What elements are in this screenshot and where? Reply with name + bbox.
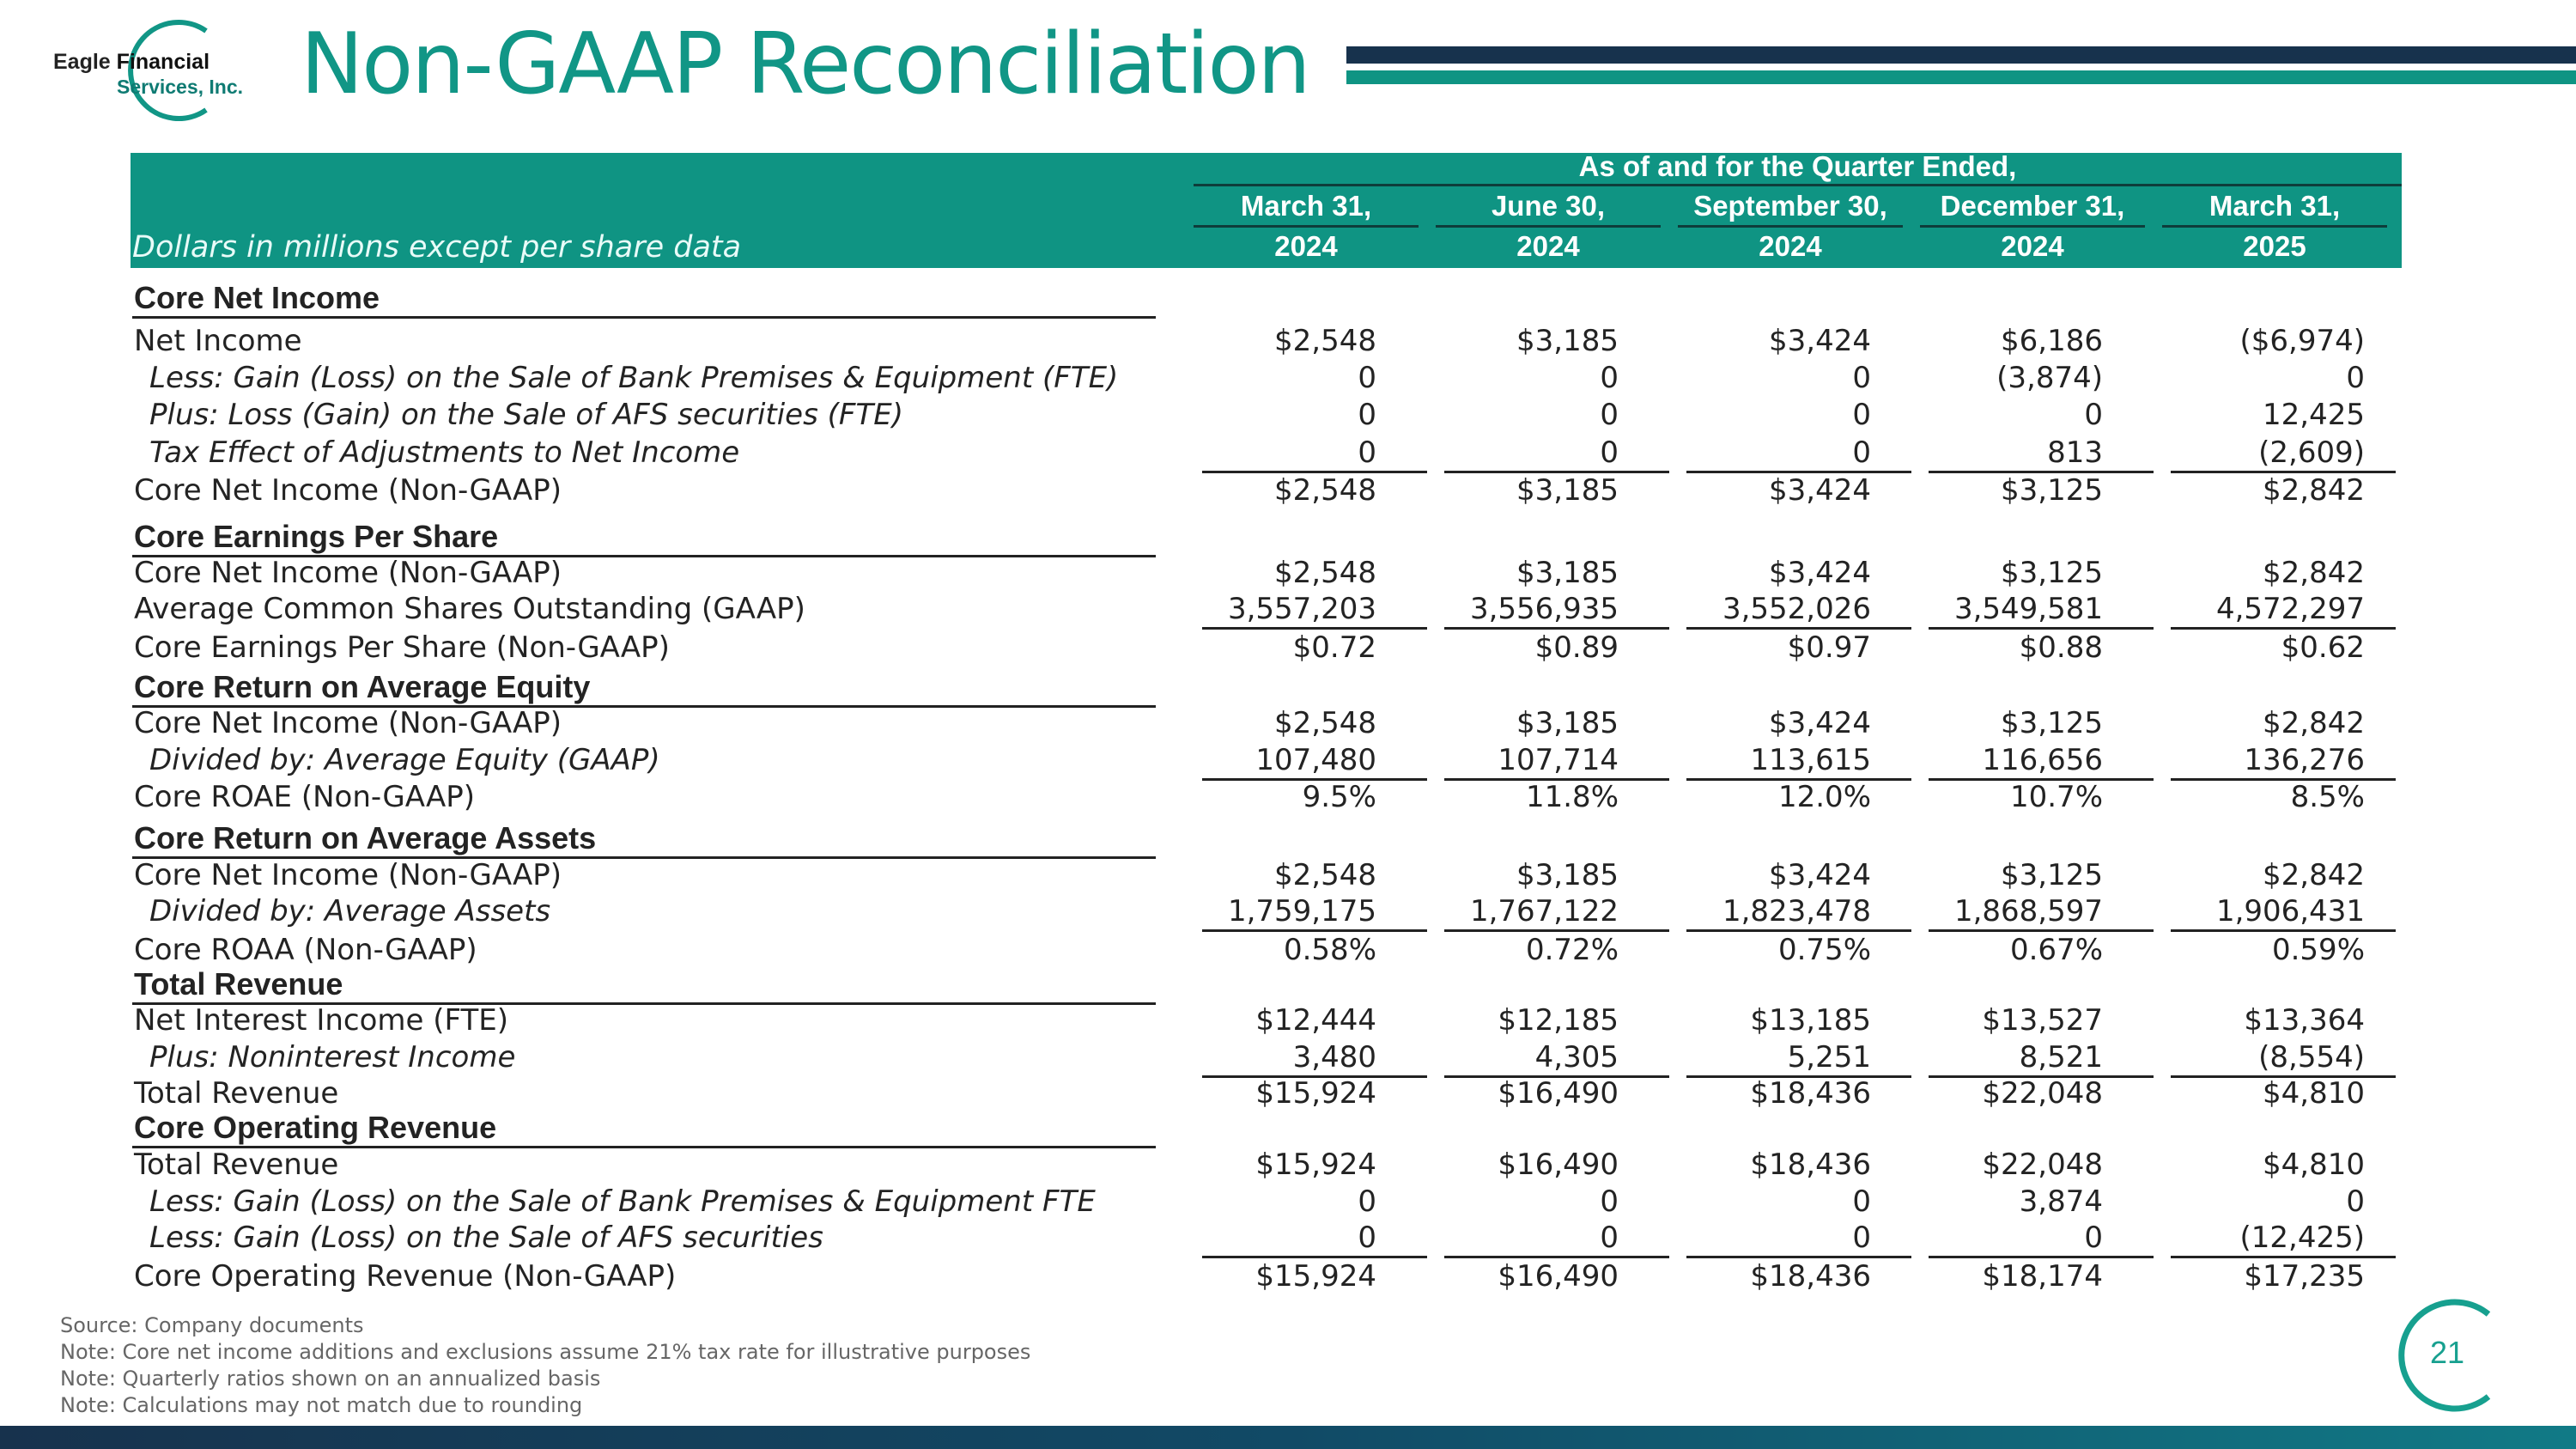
cell-value: 3,552,026 — [1722, 592, 1871, 626]
column-header — [1678, 187, 1903, 265]
cell-value: $18,436 — [1750, 1259, 1871, 1294]
cell-value: 1,823,478 — [1722, 894, 1871, 928]
row-label: Tax Effect of Adjustments to Net Income — [149, 435, 740, 470]
header-group-underline — [1194, 184, 2402, 186]
logo-text-line1: Eagle Financial — [53, 50, 210, 74]
table-row — [0, 893, 2576, 929]
column-header — [2162, 187, 2387, 265]
cell-value: 0 — [1358, 1221, 1376, 1255]
page-title: Non-GAAP Reconciliation — [301, 15, 1309, 113]
column-header-month: June 30, — [1491, 190, 1606, 222]
row-label: Less: Gain (Loss) on the Sale of Bank Premises & Equipment FTE — [149, 1184, 1096, 1219]
row-label: Plus: Loss (Gain) on the Sale of AFS securities (FTE) — [149, 398, 903, 432]
cell-value: $2,842 — [2263, 556, 2365, 590]
cell-value: 3,549,581 — [1953, 592, 2103, 626]
column-header-underline — [1194, 225, 1419, 228]
table-row — [0, 1147, 2576, 1183]
cell-value: 0 — [1600, 435, 1619, 470]
cell-value: $16,490 — [1498, 1259, 1619, 1294]
cell-value: 0.59% — [2271, 933, 2365, 967]
cell-value: 813 — [2047, 435, 2103, 470]
units-label: Dollars in millions except per share data — [132, 230, 742, 265]
title-rule-navy — [1346, 46, 2576, 64]
cell-value: 0 — [1358, 435, 1376, 470]
page-number: 21 — [2429, 1335, 2465, 1370]
cell-value: $3,424 — [1769, 706, 1871, 740]
cell-value: $16,490 — [1498, 1076, 1619, 1111]
table-row — [0, 1184, 2576, 1220]
cell-value: $18,436 — [1750, 1076, 1871, 1111]
column-header-month: September 30, — [1693, 190, 1887, 222]
row-label: Net Income — [134, 324, 302, 358]
cell-value: $3,424 — [1769, 473, 1871, 508]
footnotes — [60, 1312, 1030, 1419]
cell-value: 3,480 — [1292, 1040, 1376, 1075]
cell-value: $4,810 — [2263, 1076, 2365, 1111]
row-label: Total Revenue — [134, 1076, 339, 1111]
column-header — [1920, 187, 2145, 265]
cell-value: $3,185 — [1516, 473, 1619, 508]
footnote: Note: Calculations may not match due to rounding — [60, 1393, 583, 1417]
cell-value: $2,548 — [1274, 324, 1376, 358]
row-label: Core Net Income (Non-GAAP) — [134, 858, 562, 892]
cell-value: 116,656 — [1982, 743, 2103, 777]
table-row — [0, 1002, 2576, 1038]
row-label: Divided by: Average Assets — [149, 894, 551, 928]
row-label: Less: Gain (Loss) on the Sale of Bank Premises & Equipment (FTE) — [149, 361, 1119, 395]
footnote: Source: Company documents — [60, 1313, 364, 1337]
cell-value: $2,548 — [1274, 706, 1376, 740]
section-title-row — [0, 669, 2576, 705]
page-number-badge — [2387, 1295, 2507, 1416]
header-group-label: As of and for the Quarter Ended, — [1578, 150, 2017, 182]
cell-value: 0.72% — [1525, 933, 1619, 967]
section-title: Core Net Income — [134, 280, 380, 315]
cell-value: 1,759,175 — [1227, 894, 1376, 928]
cell-value: $15,924 — [1255, 1076, 1376, 1111]
cell-value: $2,548 — [1274, 473, 1376, 508]
cell-value: 3,557,203 — [1227, 592, 1376, 626]
cell-value: $18,174 — [1982, 1259, 2103, 1294]
cell-value: 1,767,122 — [1469, 894, 1619, 928]
table-row — [0, 779, 2576, 815]
cell-value: 1,868,597 — [1953, 894, 2103, 928]
cell-value: 11.8% — [1525, 780, 1619, 814]
cell-value: 0.67% — [2009, 933, 2103, 967]
cell-value: 10.7% — [2009, 780, 2103, 814]
cell-value: $12,444 — [1255, 1003, 1376, 1038]
logo-text-line2: Services, Inc. — [117, 76, 244, 98]
cell-value: (2,609) — [2258, 435, 2365, 470]
section-title: Core Return on Average Assets — [134, 820, 597, 855]
column-header-underline — [1678, 225, 1903, 228]
table-row — [0, 742, 2576, 778]
row-label: Core ROAA (Non-GAAP) — [134, 933, 477, 967]
cell-value: $13,364 — [2244, 1003, 2365, 1038]
footer-bar — [0, 1426, 2576, 1449]
cell-value: $3,424 — [1769, 324, 1871, 358]
cell-value: 0 — [1600, 361, 1619, 395]
cell-value: 4,572,297 — [2215, 592, 2365, 626]
cell-value: $3,125 — [2001, 706, 2103, 740]
table-row — [0, 857, 2576, 893]
table-row — [0, 472, 2576, 508]
section-title-row — [0, 280, 2576, 316]
cell-value: 0 — [1358, 361, 1376, 395]
cell-value: 0 — [2084, 398, 2103, 432]
cell-value: 1,906,431 — [2215, 894, 2365, 928]
table-row — [0, 435, 2576, 471]
cell-value: 0 — [1852, 361, 1871, 395]
cell-value: 0 — [1852, 435, 1871, 470]
cell-value: $3,185 — [1516, 556, 1619, 590]
table-row — [0, 932, 2576, 968]
column-header-year: 2025 — [2243, 230, 2306, 262]
column-header — [1436, 187, 1661, 265]
cell-value: $18,436 — [1750, 1148, 1871, 1182]
section-title: Core Earnings Per Share — [134, 519, 499, 554]
title-rule-teal — [1346, 70, 2576, 84]
cell-value: 113,615 — [1750, 743, 1871, 777]
cell-value: $0.62 — [2281, 630, 2365, 665]
column-header-underline — [1920, 225, 2145, 228]
cell-value: $12,185 — [1498, 1003, 1619, 1038]
row-label: Core Operating Revenue (Non-GAAP) — [134, 1259, 677, 1294]
table-row — [0, 323, 2576, 359]
cell-value: $2,842 — [2263, 706, 2365, 740]
cell-value: 0 — [1852, 1221, 1871, 1255]
cell-value: 12.0% — [1777, 780, 1871, 814]
column-header-year: 2024 — [2001, 230, 2064, 262]
table-row — [0, 591, 2576, 627]
cell-value: 3,556,935 — [1469, 592, 1619, 626]
row-label: Core Net Income (Non-GAAP) — [134, 473, 562, 508]
cell-value: 3,874 — [2019, 1184, 2103, 1219]
table-row — [0, 1220, 2576, 1256]
cell-value: 0 — [1600, 398, 1619, 432]
cell-value: 8.5% — [2290, 780, 2365, 814]
table-row — [0, 555, 2576, 591]
table-row — [0, 1039, 2576, 1075]
cell-value: 0 — [2084, 1221, 2103, 1255]
table-row — [0, 630, 2576, 666]
row-label: Divided by: Average Equity (GAAP) — [149, 743, 660, 777]
section-title-row — [0, 966, 2576, 1002]
cell-value: 0.75% — [1777, 933, 1871, 967]
cell-value: 4,305 — [1534, 1040, 1619, 1075]
cell-value: $16,490 — [1498, 1148, 1619, 1182]
cell-value: $4,810 — [2263, 1148, 2365, 1182]
table-row — [0, 1258, 2576, 1294]
cell-value: 5,251 — [1787, 1040, 1871, 1075]
cell-value: 0 — [1600, 1221, 1619, 1255]
column-header-month: March 31, — [1240, 190, 1372, 222]
section-title: Core Return on Average Equity — [134, 669, 591, 704]
footnote: Note: Quarterly ratios shown on an annualized basis — [60, 1367, 601, 1391]
column-header-month: March 31, — [2208, 190, 2341, 222]
cell-value: $13,185 — [1750, 1003, 1871, 1038]
cell-value: $2,842 — [2263, 858, 2365, 892]
cell-value: $3,125 — [2001, 473, 2103, 508]
cell-value: $3,424 — [1769, 858, 1871, 892]
footnote: Note: Core net income additions and exclusions assume 21% tax rate for illustrative purposes — [60, 1340, 1031, 1364]
cell-value: 0 — [2346, 1184, 2365, 1219]
cell-value: $3,424 — [1769, 556, 1871, 590]
section-title-row — [0, 820, 2576, 856]
cell-value: 0 — [1358, 1184, 1376, 1219]
cell-value: 0 — [1852, 1184, 1871, 1219]
cell-value: $2,842 — [2263, 473, 2365, 508]
table-row — [0, 705, 2576, 741]
cell-value: $3,185 — [1516, 706, 1619, 740]
row-label: Average Common Shares Outstanding (GAAP) — [134, 592, 805, 626]
cell-value: 107,714 — [1498, 743, 1619, 777]
row-label: Net Interest Income (FTE) — [134, 1003, 508, 1038]
cell-value: $15,924 — [1255, 1148, 1376, 1182]
column-header-year: 2024 — [1516, 230, 1580, 262]
section-title: Core Operating Revenue — [134, 1110, 497, 1145]
cell-value: ($6,974) — [2239, 324, 2365, 358]
table-row — [0, 360, 2576, 396]
column-header-underline — [1436, 225, 1661, 228]
cell-value: $3,125 — [2001, 556, 2103, 590]
section-title: Total Revenue — [134, 966, 343, 1002]
cell-value: 107,480 — [1255, 743, 1376, 777]
column-header-year: 2024 — [1759, 230, 1822, 262]
company-logo — [53, 19, 268, 122]
cell-value: (8,554) — [2258, 1040, 2365, 1075]
cell-value: $3,125 — [2001, 858, 2103, 892]
row-label: Core ROAE (Non-GAAP) — [134, 780, 475, 814]
cell-value: $2,548 — [1274, 556, 1376, 590]
column-header-month: December 31, — [1940, 190, 2125, 222]
cell-value: 0 — [1358, 398, 1376, 432]
row-label: Core Net Income (Non-GAAP) — [134, 556, 562, 590]
cell-value: 12,425 — [2263, 398, 2365, 432]
row-label: Plus: Noninterest Income — [149, 1040, 516, 1075]
cell-value: 136,276 — [2244, 743, 2365, 777]
row-label: Total Revenue — [134, 1148, 339, 1182]
cell-value: $0.89 — [1534, 630, 1619, 665]
cell-value: 0.58% — [1283, 933, 1376, 967]
column-header-underline — [2162, 225, 2387, 228]
cell-value: 8,521 — [2019, 1040, 2103, 1075]
section-title-row — [0, 1110, 2576, 1146]
cell-value: $3,185 — [1516, 858, 1619, 892]
cell-value: $0.88 — [2019, 630, 2103, 665]
cell-value: $0.72 — [1292, 630, 1376, 665]
cell-value: 0 — [1852, 398, 1871, 432]
cell-value: 0 — [1600, 1184, 1619, 1219]
cell-value: $2,548 — [1274, 858, 1376, 892]
cell-value: (12,425) — [2239, 1221, 2365, 1255]
column-header — [1194, 187, 1419, 265]
row-label: Less: Gain (Loss) on the Sale of AFS securities — [149, 1221, 823, 1255]
cell-value: $15,924 — [1255, 1259, 1376, 1294]
cell-value: $13,527 — [1982, 1003, 2103, 1038]
table-row — [0, 397, 2576, 433]
cell-value: $0.97 — [1787, 630, 1871, 665]
column-header-year: 2024 — [1274, 230, 1338, 262]
section-title-row — [0, 519, 2576, 555]
cell-value: $6,186 — [2001, 324, 2103, 358]
cell-value: (3,874) — [1996, 361, 2103, 395]
cell-value: 9.5% — [1302, 780, 1376, 814]
cell-value: 0 — [2346, 361, 2365, 395]
section-title-underline — [132, 316, 1156, 319]
row-label: Core Earnings Per Share (Non-GAAP) — [134, 630, 670, 665]
cell-value: $22,048 — [1982, 1148, 2103, 1182]
row-label: Core Net Income (Non-GAAP) — [134, 706, 562, 740]
cell-value: $22,048 — [1982, 1076, 2103, 1111]
cell-value: $17,235 — [2244, 1259, 2365, 1294]
cell-value: $3,185 — [1516, 324, 1619, 358]
table-row — [0, 1075, 2576, 1111]
